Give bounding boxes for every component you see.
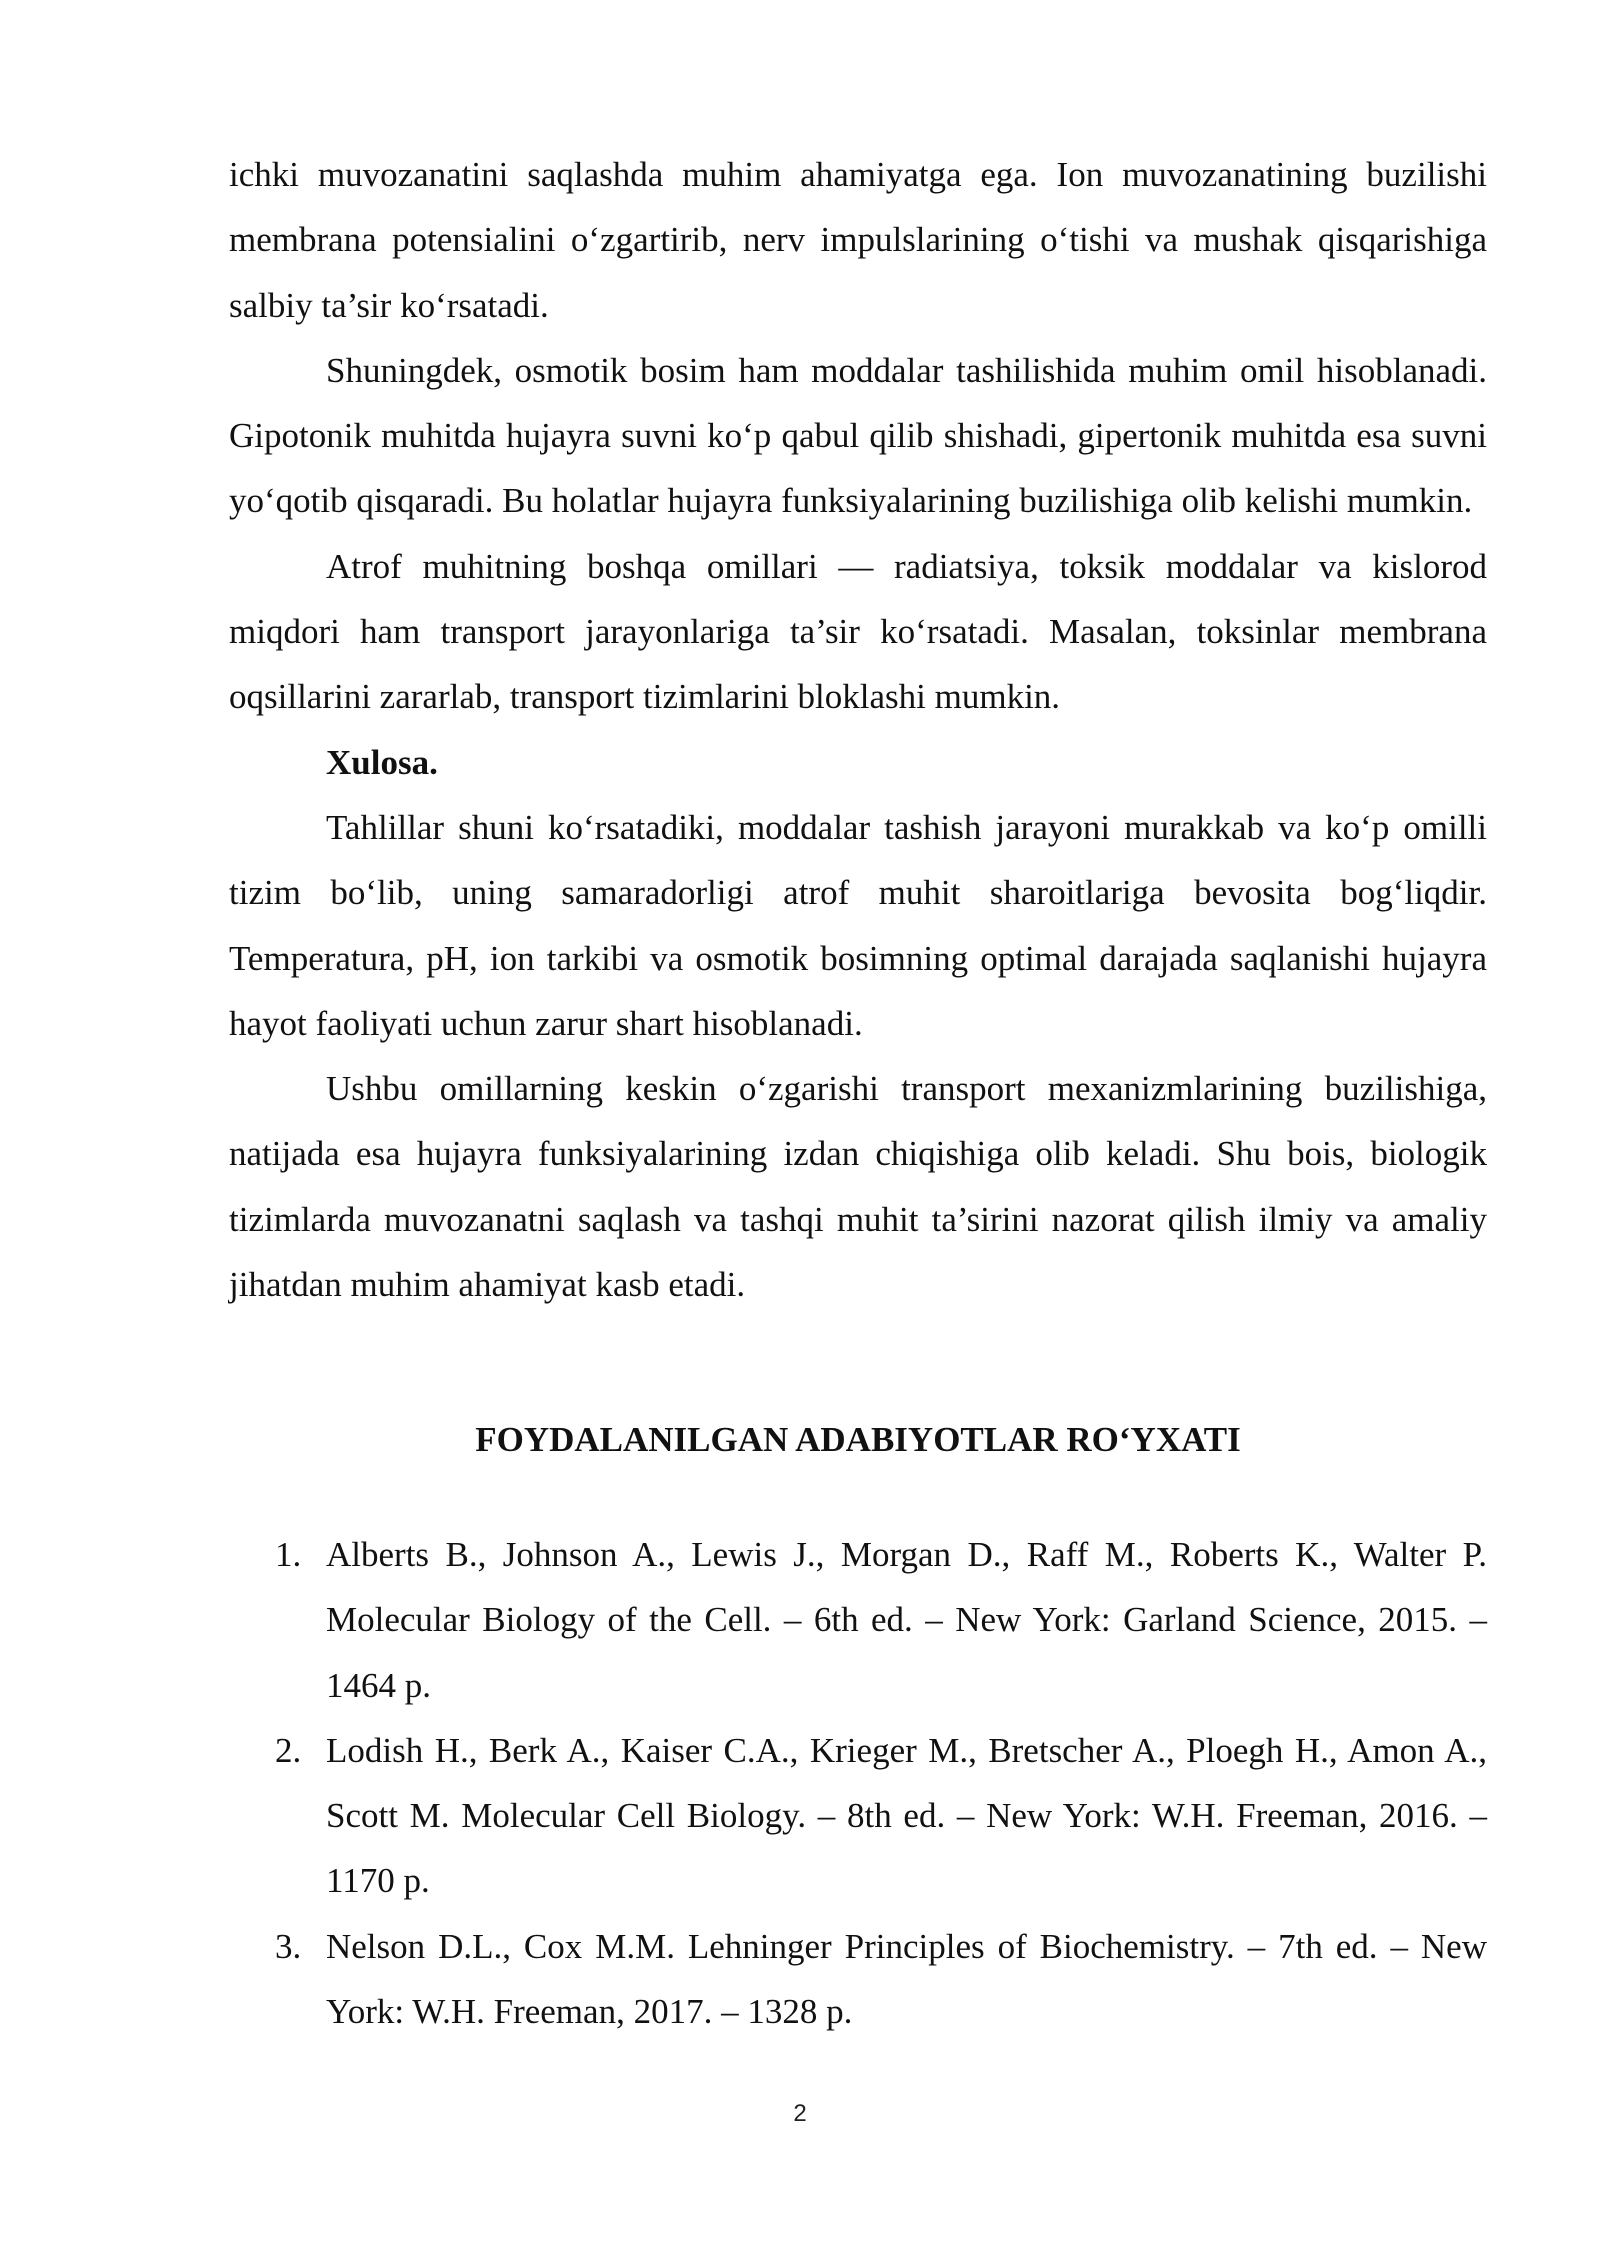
reference-item bbox=[229, 1914, 1487, 2045]
conclusion-paragraph-2: Ushbu omillarning keskin o‘zgarishi transport mexanizmlarining buzilishiga, natijada esa hujayra funksiyalarining izdan chiqishiga olib keladi. Shu bois, biologik tizimlarda muvozanatni saqlash va tashqi muhit ta’sirini nazorat qilish ilmiy va amaliy jihatdan muhim ahamiyat kasb etadi. bbox=[229, 1069, 1487, 1305]
reference-number: 2. bbox=[275, 1730, 302, 1770]
references-title: FOYDALANILGAN ADABIYOTLAR RO‘YXATI bbox=[475, 1420, 1241, 1459]
body-paragraph-1: ichki muvozanatini saqlashda muhim ahamiyatga ega. Ion muvozanatining buzilishi membrana potensialini o‘zgartirib, nerv impulslarining o‘tishi va mushak qisqarishiga salbiy ta’sir ko‘rsatadi. bbox=[229, 155, 1487, 325]
reference-item bbox=[229, 1718, 1487, 1914]
reference-text: Alberts B., Johnson A., Lewis J., Morgan D., Raff M., Roberts K., Walter P. Molecular Biology of the Cell. – 6th ed. – New York: Garland Science, 2015. – 1464 p. bbox=[326, 1535, 1487, 1705]
body-paragraph-3: Atrof muhitning boshqa omillari — radiatsiya, toksik moddalar va kislorod miqdori ham transport jarayonlariga ta’sir ko‘rsatadi. Masalan, toksinlar membrana oqsillarini zararlab, transport tizimlarini bloklashi mumkin. bbox=[229, 546, 1487, 717]
body-paragraph-2: Shuningdek, osmotik bosim ham moddalar tashilishida muhim omil hisoblanadi. Gipotonik muhitda hujayra suvni ko‘p qabul qilib shishadi, gipertonik muhitda esa suvni yo‘qotib qisqaradi. Bu holatlar hujayra funksiyalarining buzilishiga olib kelishi mumkin. bbox=[229, 350, 1487, 521]
reference-number: 3. bbox=[275, 1926, 302, 1966]
reference-number: 1. bbox=[275, 1535, 302, 1574]
page-number: 2 bbox=[793, 2100, 807, 2127]
reference-item bbox=[229, 1522, 1487, 1718]
document-page bbox=[229, 142, 1487, 2032]
reference-text: Lodish H., Berk A., Kaiser C.A., Krieger M., Bretscher A., Ploegh H., Amon A., Scott M. Molecular Cell Biology. – 8th ed. – New York: W.H. Freeman, 2016. – 1170 p. bbox=[326, 1730, 1487, 1901]
conclusion-heading: Xulosa. bbox=[326, 742, 438, 782]
conclusion-paragraph-1: Tahlillar shuni ko‘rsatadiki, moddalar tashish jarayoni murakkab va ko‘p omilli tizim bo‘lib, uning samaradorligi atrof muhit sharoitlariga bevosita bog‘liqdir. Temperatura, pH, ion tarkibi va osmotik bosimning optimal darajada saqlanishi hujayra hayot faoliyati uchun zarur shart hisoblanadi. bbox=[229, 807, 1487, 1043]
reference-text: Nelson D.L., Cox M.M. Lehninger Principles of Biochemistry. – 7th ed. – New York: W.H. Freeman, 2017. – 1328 p. bbox=[326, 1926, 1487, 2032]
references-list bbox=[229, 1522, 1487, 2044]
